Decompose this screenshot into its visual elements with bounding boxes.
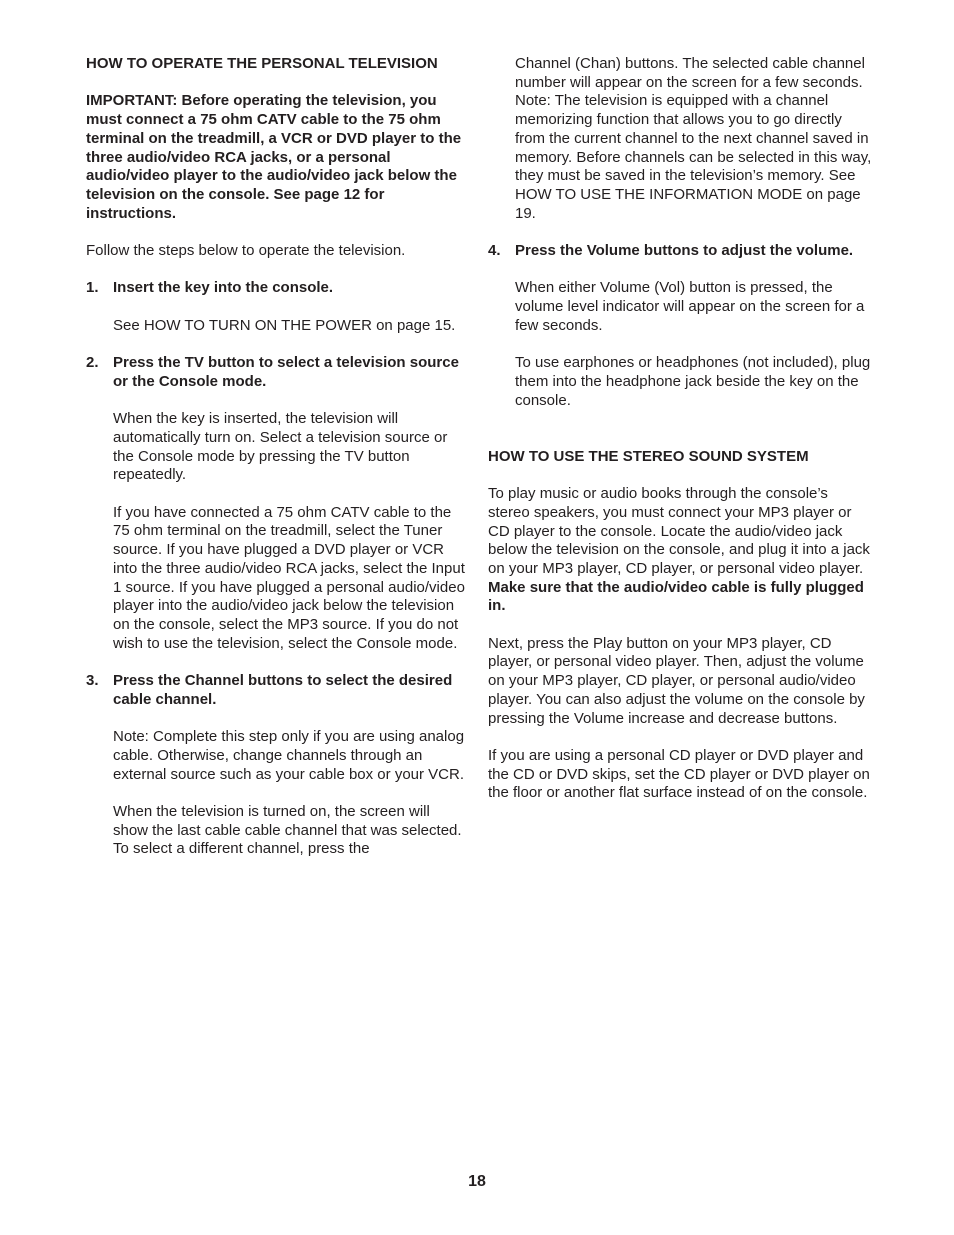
step-number: 3. <box>86 672 99 690</box>
stereo-paragraph: Next, press the Play button on your MP3 player, CD player, or personal video player. Then, adjust the volume on your MP3 player, CD player, or personal audio/video player. You can also adjust the volume on the console by pressing the Volume increase and decrease buttons. <box>488 634 865 727</box>
important-notice: IMPORTANT: Before operating the television, you must connect a 75 ohm CATV cable to the 75 ohm terminal on the treadmill, a VCR or DVD player to the three audio/video RCA jacks, or a personal audio/video player to the audio/video jack below the television on the console. See page 12 for instructions. <box>86 92 462 222</box>
step-2 <box>86 354 466 391</box>
step-paragraph: If you have connected a 75 ohm CATV cable to the 75 ohm terminal on the treadmill, select the Tuner source. If you have plugged a DVD player or VCR into the three audio/video RCA jacks, select the Input 1 source. If you have plugged a personal audio/video player into the audio/video jack below the television on the console, select the MP3 source. If you do not wish to use the television, select the Console mode. <box>113 503 465 652</box>
step-paragraph: See HOW TO TURN ON THE POWER on page 15. <box>113 316 456 334</box>
step-number: 4. <box>488 242 501 260</box>
step-number: 2. <box>86 354 99 372</box>
right-column <box>488 55 872 803</box>
step-title: Press the Volume buttons to adjust the volume. <box>515 242 854 260</box>
step-3-continued: Channel (Chan) buttons. The selected cable channel number will appear on the screen for a few seconds. Note: The television is equipped with a channel memorizing function that allows you to go directly from the current channel to the next channel saved in memory. Before channels can be selected in this way, they must be saved in the television’s memory. See HOW TO USE THE INFORMATION MODE on page 19. <box>515 55 872 222</box>
step-title: Insert the key into the console. <box>113 279 334 297</box>
left-column <box>86 55 466 859</box>
intro-text: Follow the steps below to operate the television. <box>86 242 406 259</box>
page-number: 18 <box>468 1173 486 1190</box>
section-heading-television: HOW TO OPERATE THE PERSONAL TELEVISION <box>86 55 438 72</box>
stereo-paragraph-emphasis: Make sure that the audio/video cable is fully plugged in. <box>488 578 864 615</box>
step-number: 1. <box>86 279 99 297</box>
step-paragraph: When the television is turned on, the screen will show the last cable cable channel that was selected. To select a different channel, press the <box>113 802 462 858</box>
section-heading-stereo: HOW TO USE THE STEREO SOUND SYSTEM <box>488 447 809 465</box>
step-title: Press the TV button to select a television source or the Console mode. <box>113 354 459 390</box>
step-4 <box>488 242 872 261</box>
stereo-paragraph <box>488 485 872 616</box>
step-1 <box>86 279 466 298</box>
step-paragraph: When either Volume (Vol) button is pressed, the volume level indicator will appear on the screen for a few seconds. <box>515 279 865 334</box>
step-paragraph: Note: Complete this step only if you are using analog cable. Otherwise, change channels through an external source such as your cable box or your VCR. <box>113 728 465 783</box>
step-paragraph: When the key is inserted, the television will automatically turn on. Select a television source or the Console mode by pressing the TV button repeatedly. <box>113 410 448 484</box>
stereo-paragraph: If you are using a personal CD player or DVD player and the CD or DVD skips, set the CD player or DVD player on the floor or another flat surface instead of on the console. <box>488 746 870 802</box>
stereo-paragraph-text: To play music or audio books through the console’s stereo speakers, you must connect your MP3 player or CD player to the console. Locate the audio/video jack below the television on the console, and plug it into a jack on your MP3 player, CD player, or personal video player. <box>488 485 870 577</box>
step-paragraph: To use earphones or headphones (not included), plug them into the headphone jack beside the key on the console. <box>515 354 871 409</box>
step-3 <box>86 672 466 709</box>
step-title: Press the Channel buttons to select the desired cable channel. <box>113 672 453 708</box>
